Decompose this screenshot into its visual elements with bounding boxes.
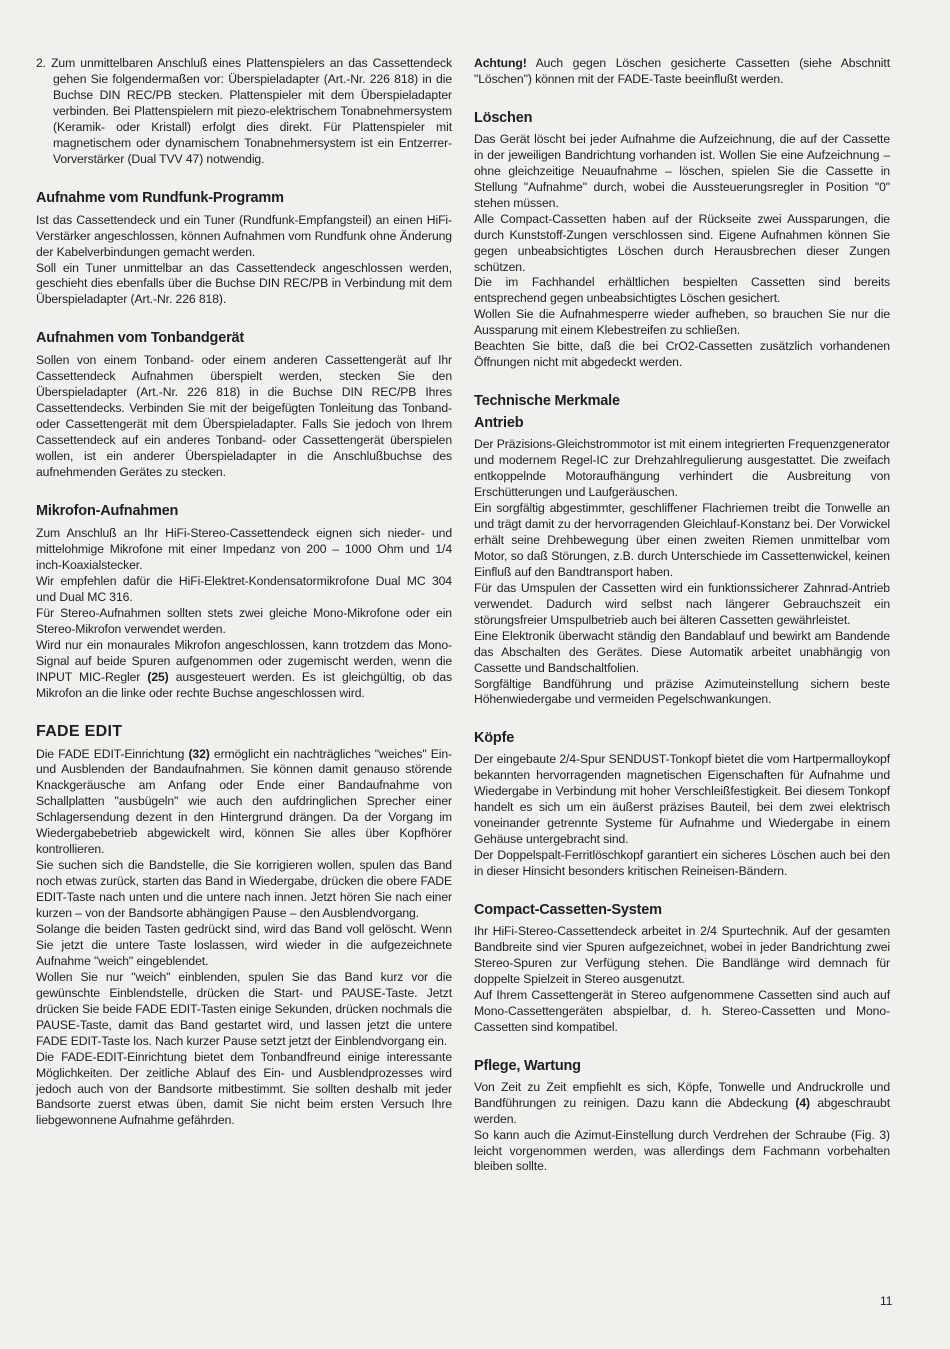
paragraph: Ihr HiFi-Stereo-Cassettendeck arbeitet in 2/4 Spurtechnik. Auf der gesamten Bandbreite sind vier Spuren aufgezeichnet, wobei in jeder Bandrichtung zwei Stereo-Spuren zur Verfügung stehen. Die Bandlänge wird demnach für doppelte Spielzeit in Stereo ausgenutzt. <box>474 924 890 986</box>
heading-tonband: Aufnahmen vom Tonbandgerät <box>36 330 245 347</box>
paragraph: Beachten Sie bitte, daß die bei CrO2-Cassetten zusätzlich vorhandenen Öffnungen nicht mit abgedeckt werden. <box>474 339 890 370</box>
heading-rundfunk: Aufnahme vom Rundfunk-Programm <box>36 189 284 206</box>
heading-pflege-wartung: Pflege, Wartung <box>474 1057 581 1074</box>
paragraph: Wollen Sie nur "weich" einblenden, spulen Sie das Band kurz vor die gewünschte Einblendstelle, drücken die Start- und PAUSE-Taste. Jetzt drücken Sie beide FADE EDIT-Tasten einige Sekunden, drücken nochmals die PAUSE-Taste, damit das Band gestartet wird, und lassen jetzt die untere FADE EDIT-Taste los. Nach kurzer Pause setzt jetzt der Einblendvorgang ein. <box>36 969 452 1048</box>
heading-mikrofon: Mikrofon-Aufnahmen <box>36 503 179 520</box>
text-run: Wird nur ein monaurales Mikrofon angeschlossen, kann trotzdem das Mono-Signal auf beide Spuren aufgenommen oder zugemischt werden, wenn die INPUT MIC-Regler <box>36 637 452 684</box>
text-run: ermöglicht ein nachträgliches "weiches" Ein- und Ausblenden der Bandaufnahmen. Sie können damit genauso störende Knackgeräusche am Anfang oder Ende einer Bandaufnahme von Schallplatten "ausbügeln" wie auch den aufdringlichen Sprecher einer Schlagersendung dezent in den Hintergrund drängen. Da der Vorgang im Wiedergabebetrieb abgewickelt wird, können Sie alles über Kopfhörer kontrollieren. <box>36 746 453 857</box>
paragraph: Zum Anschluß an Ihr HiFi-Stereo-Cassettendeck eignen sich nieder- und mittelohmige Mikrofone mit einer Impedanz von 200 – 1000 Ohm und 1/4 inch-Koaxialstecker. <box>36 526 452 572</box>
heading-koepfe: Köpfe <box>474 730 515 747</box>
text-run: Von Zeit zu Zeit empfiehlt es sich, Köpfe, Tonwelle und Andruckrolle und Bandführungen zu reinigen. Dazu kann die Abdeckung <box>474 1079 890 1110</box>
paragraph: Die FADE-EDIT-Einrichtung bietet dem Tonbandfreund einige interessante Möglichkeiten. Der zeitliche Ablauf des Ein- und Ausblendprozesses wird jedoch auch von der Bandsorte mitbestimmt. Sie sollten deshalb mit jeder Bandsorte zuerst etwas üben, damit Sie nicht beim ersten Versuch Ihre liebgewonnene Aufnahme gefährden. <box>36 1049 452 1128</box>
paragraph <box>36 638 452 702</box>
paragraph: Für das Umspulen der Cassetten wird ein funktionssicherer Zahnrad-Antrieb verwendet. Dadurch wird selbst nach längerer Gebrauchszeit ein störungsfreier Umspulbetrieb auch bei älteren Cassetten gewährleistet. <box>474 580 890 627</box>
reference-number: (25) <box>147 669 169 684</box>
paragraph: Der eingebaute 2/4-Spur SENDUST-Tonkopf bietet die vom Hartpermalloykopf bekannten hervorragenden magnetischen Eigenschaften für Aufnahme und Wiedergabe in Verbindung mit hoher Verschleißfestigkeit. Bei diesem Tonkopf handelt es sich um ein äußerst präzises Bauteil, bei dem zwei elektrisch voneinander getrennte Systeme für Aufnahme und Wiedergabe in einem Gehäuse untergebracht sind. <box>474 752 890 847</box>
text-run: Die FADE EDIT-Einrichtung <box>36 746 189 761</box>
heading-compact-cassetten-system: Compact-Cassetten-System <box>474 902 662 919</box>
paragraph: Alle Compact-Cassetten haben auf der Rückseite zwei Aussparungen, die durch Kunststoff-Zungen verschlossen sind. Eigene Aufnahmen können Sie gegen unbeabsichtigtes Löschen durch Herausbrechen dieser Zungen schützen. <box>474 211 890 274</box>
paragraph: Solange die beiden Tasten gedrückt sind, wird das Band voll gelöscht. Wenn Sie jetzt die untere Taste loslassen, wird wieder in die aufgezeichnete Aufnahme "weich" eingeblendet. <box>36 921 452 968</box>
text-run: ausgesteuert werden. Es ist gleichgültig, ob das Mikrofon an die linke oder rechte Buchse angeschlossen wird. <box>36 669 452 700</box>
paragraph: Das Gerät löscht bei jeder Aufnahme die Aufzeichnung, die auf der Cassette in der jeweiligen Bandrichtung vorhanden ist. Wollen Sie eine Aufzeichnung – ohne gleichzeitige Neuaufnahme – löschen, spielen Sie die Cassette in Stellung "Aufnahme" durch, wobei die Aussteuerungsregler in Position "0" stehen müssen. <box>474 131 890 210</box>
paragraph: Wir empfehlen dafür die HiFi-Elektret-Kondensatormikrofone Dual MC 304 und Dual MC 316. <box>36 573 452 604</box>
reference-number: (4) <box>795 1095 810 1110</box>
paragraph: Ein sorgfältig abgestimmter, geschliffener Flachriemen treibt die Tonwelle an und trägt damit zu der hervorragenden Gleichlauf-Konstanz bei. Der Vorwickel erhält seine Drehbewegung über einen zweiten Riemen unmittelbar vom Motor, so daß Störungen, z.B. durch Unterschiede im Cassettenwickel, keinen Einfluß auf den Bandtransport haben. <box>474 501 890 579</box>
paragraph: Sorgfältige Bandführung und präzise Azimuteinstellung sichern beste Höhenwiedergabe und vermeiden Pegelschwankungen. <box>474 676 890 707</box>
heading-technische-merkmale: Technische Merkmale <box>474 393 620 410</box>
heading-fade-edit: FADE EDIT <box>36 722 123 740</box>
paragraph: Ist das Cassettendeck und ein Tuner (Rundfunk-Empfangsteil) an einen HiFi-Verstärker angeschlossen, können Aufnahmen vom Rundfunk ohne Änderung der Kabelverbindungen gemacht werden. <box>36 212 452 259</box>
heading-loeschen: Löschen <box>474 109 533 126</box>
paragraph: Auf Ihrem Cassettengerät in Stereo aufgenommene Cassetten sind auch auf Mono-Cassettengeräten abspielbar, d. h. Stereo-Cassetten und Mono-Cassetten sind kompatibel. <box>474 987 890 1034</box>
left-column <box>36 56 452 1129</box>
heading-antrieb: Antrieb <box>474 415 524 432</box>
paragraph: Wollen Sie die Aufnahmesperre wieder aufheben, so brauchen Sie nur die Aussparung mit einem Klebestreifen zu schließen. <box>474 307 890 338</box>
page-number: 11 <box>880 1294 893 1308</box>
paragraph: Die im Fachhandel erhältlichen bespielten Cassetten sind bereits entsprechend gegen unbeabsichtigtes Löschen gesichert. <box>474 275 890 306</box>
paragraph: Der Präzisions-Gleichstrommotor ist mit einem integrierten Frequenzgenerator und modernem Regel-IC zur Drehzahlregulierung ausgestattet. Die zweifach entkoppelnde Motoraufhängung verhindert die Ausbreitung von Erschütterungen und Laufgeräuschen. <box>474 437 890 500</box>
paragraph <box>36 747 452 859</box>
paragraph <box>474 1080 890 1128</box>
paragraph: Sollen von einem Tonband- oder einem anderen Cassettengerät auf Ihr Cassettendeck Aufnahmen überspielt werden, stecken Sie den Überspieladapter (Art.-Nr. 226 818) in die Buchse DIN REC/PB Ihres Cassettendecks. Verbinden Sie mit der beigefügten Tonleitung das Tonband- oder Cassettengerät mit dem Überspieladapter. Falls Sie jedoch von Ihrem Cassettendeck auf ein anderes Tonband- oder Cassettengerät überspielen wollen, ist ein anderer Überspieladapter in die Anschlußbuchse des aufnehmenden Gerätes zu stecken. <box>36 353 452 480</box>
warning-label: Achtung! <box>474 56 527 70</box>
paragraph-achtung <box>474 56 890 88</box>
list-item-2: 2. Zum unmittelbaren Anschluß eines Plattenspielers an das Cassettendeck gehen Sie folgendermaßen vor: Überspieladapter (Art.-Nr. 226 818) in die Buchse DIN REC/PB stecken. Plattenspieler mit dem Überspieladapter verbinden. Bei Plattenspielern mit piezo-elektrischem Tonabnehmersystem (Keramik- oder Kristall) erfolgt dies direkt. Für Plattenspieler mit magnetischem oder dynamischem Tonabnehmersystem ist ein Entzerrer-Vorverstärker (Dual TVV 47) notwendig. <box>36 56 452 166</box>
reference-number: (32) <box>188 746 210 761</box>
right-column <box>474 56 890 1175</box>
text-run: Auch gegen Löschen gesicherte Cassetten (siehe Abschnitt "Löschen") können mit der FADE-Taste beeinflußt werden. <box>474 56 890 86</box>
paragraph: Soll ein Tuner unmittelbar an das Cassettendeck angeschlossen werden, geschieht dies ebenfalls über die Buchse DIN REC/PB in Verbindung mit dem Überspieladapter (Art.-Nr. 226 818). <box>36 260 452 307</box>
paragraph: Für Stereo-Aufnahmen sollten stets zwei gleiche Mono-Mikrofone oder ein Stereo-Mikrofon verwendet werden. <box>36 605 452 636</box>
paragraph: Eine Elektronik überwacht ständig den Bandablauf und bewirkt am Bandende das Abschalten des Gerätes. Diese Automatik arbeitet unabhängig von Cassette und Bandschaltfolien. <box>474 628 890 675</box>
text-run: abgeschraubt werden. <box>474 1095 890 1126</box>
paragraph: Sie suchen sich die Bandstelle, die Sie korrigieren wollen, spulen das Band noch etwas zurück, starten das Band in Wiedergabe, drücken die obere FADE EDIT-Taste nach unten und die untere nach innen. Jetzt hören Sie nach einer kurzen – von der Bandsorte abhängigen Pause – den Ausblendvorgang. <box>36 858 452 921</box>
paragraph: Der Doppelspalt-Ferritlöschkopf garantiert ein sicheres Löschen auch bei den in dieser Hinsicht besonders kritischen Reineisen-Bändern. <box>474 848 890 879</box>
paragraph: So kann auch die Azimut-Einstellung durch Verdrehen der Schraube (Fig. 3) leicht vorgenommen werden, was allerdings dem Fachmann vorbehalten bleiben sollte. <box>474 1127 890 1174</box>
